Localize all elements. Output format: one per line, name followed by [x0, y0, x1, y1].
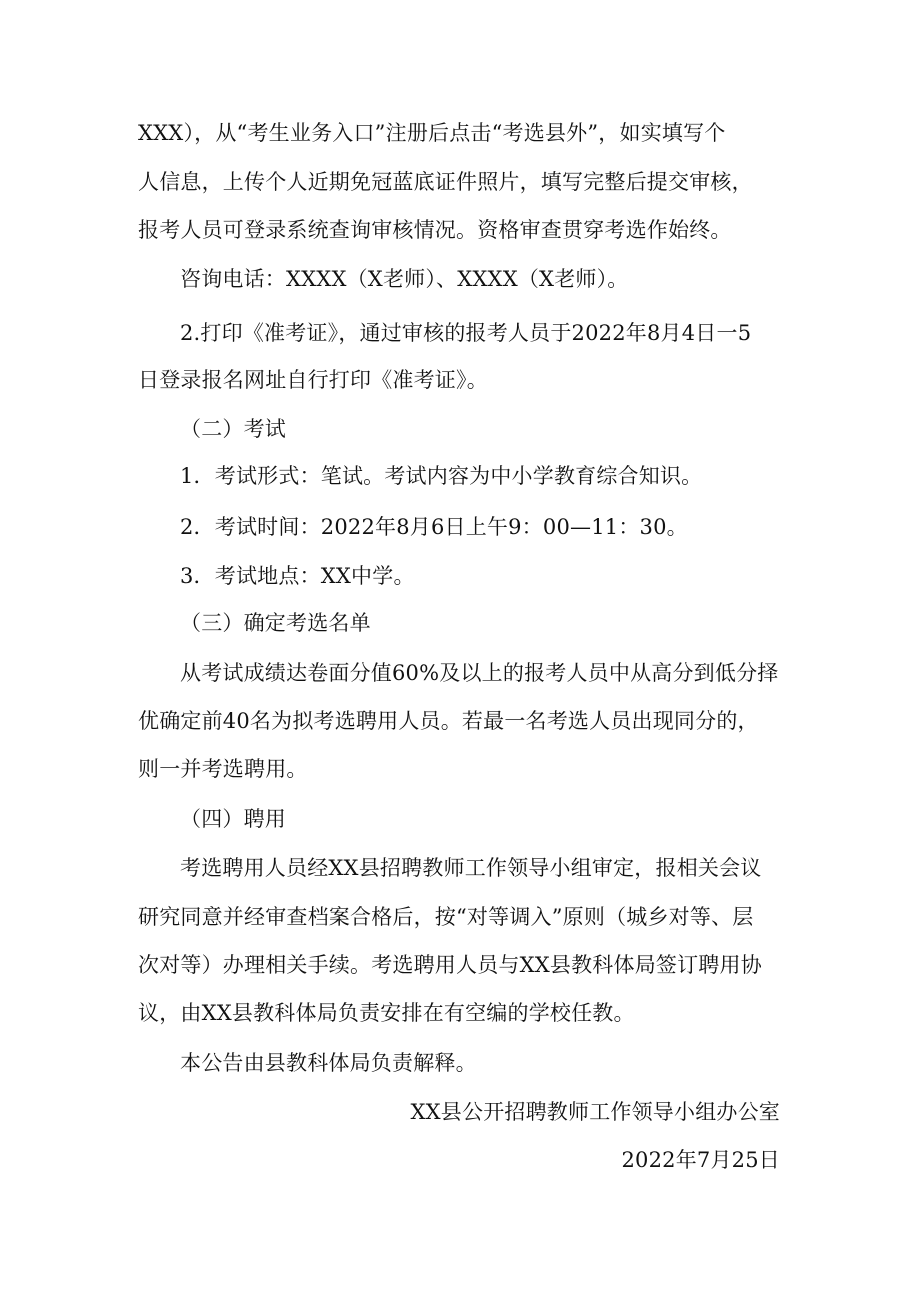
- paragraph-line: 报考人员可登录系统查询审核情况。资格审查贯穿考选作始终。: [138, 218, 732, 242]
- list-item: 2．考试时间：2022年8月6日上午9：00—11：30。: [180, 515, 688, 539]
- paragraph-line: 则一并考选聘用。: [138, 757, 308, 781]
- section-heading-exam: （二）考试: [180, 417, 286, 441]
- paragraph-line: 研究同意并经审查档案合格后，按“对等调入”原则（城乡对等、层: [138, 905, 754, 929]
- interpretation-note: 本公告由县教科体局负责解释。: [180, 1051, 477, 1075]
- signature-office: XX县公开招聘教师工作领导小组办公室: [410, 1100, 780, 1124]
- paragraph-line: 2.打印《准考证》，通过审核的报考人员于2022年8月4日一5: [180, 321, 752, 345]
- paragraph-line: 人信息，上传个人近期免冠蓝底证件照片，填写完整后提交审核，: [138, 170, 753, 194]
- section-heading-hiring: （四）聘用: [180, 807, 286, 831]
- paragraph-line: 考选聘用人员经XX县招聘教师工作领导小组审定，报相关会议: [180, 856, 762, 880]
- paragraph-line: 日登录报名网址自行打印《准考证》。: [138, 368, 488, 392]
- list-item: 3．考试地点：XX中学。: [180, 564, 415, 588]
- paragraph-line: 议，由XX县教科体局负责安排在有空编的学校任教。: [138, 1001, 635, 1025]
- signature-date: 2022年7月25日: [621, 1148, 780, 1172]
- paragraph-line: 从考试成绩达卷面分值60%及以上的报考人员中从高分到低分择: [180, 661, 779, 685]
- paragraph-line: 次对等）办理相关手续。考选聘用人员与XX县教科体局签订聘用协: [138, 953, 762, 977]
- contact-phone-line: 咨询电话：XXXX（X老师）、XXXX（X老师）。: [180, 267, 629, 291]
- list-item: 1．考试形式：笔试。考试内容为中小学教育综合知识。: [180, 464, 703, 488]
- paragraph-line: 优确定前40名为拟考选聘用人员。若最一名考选人员出现同分的，: [138, 709, 759, 733]
- paragraph-line: XXX），从“考生业务入口”注册后点击“考选县外”，如实填写个: [138, 121, 726, 145]
- section-heading-list: （三）确定考选名单: [180, 611, 371, 635]
